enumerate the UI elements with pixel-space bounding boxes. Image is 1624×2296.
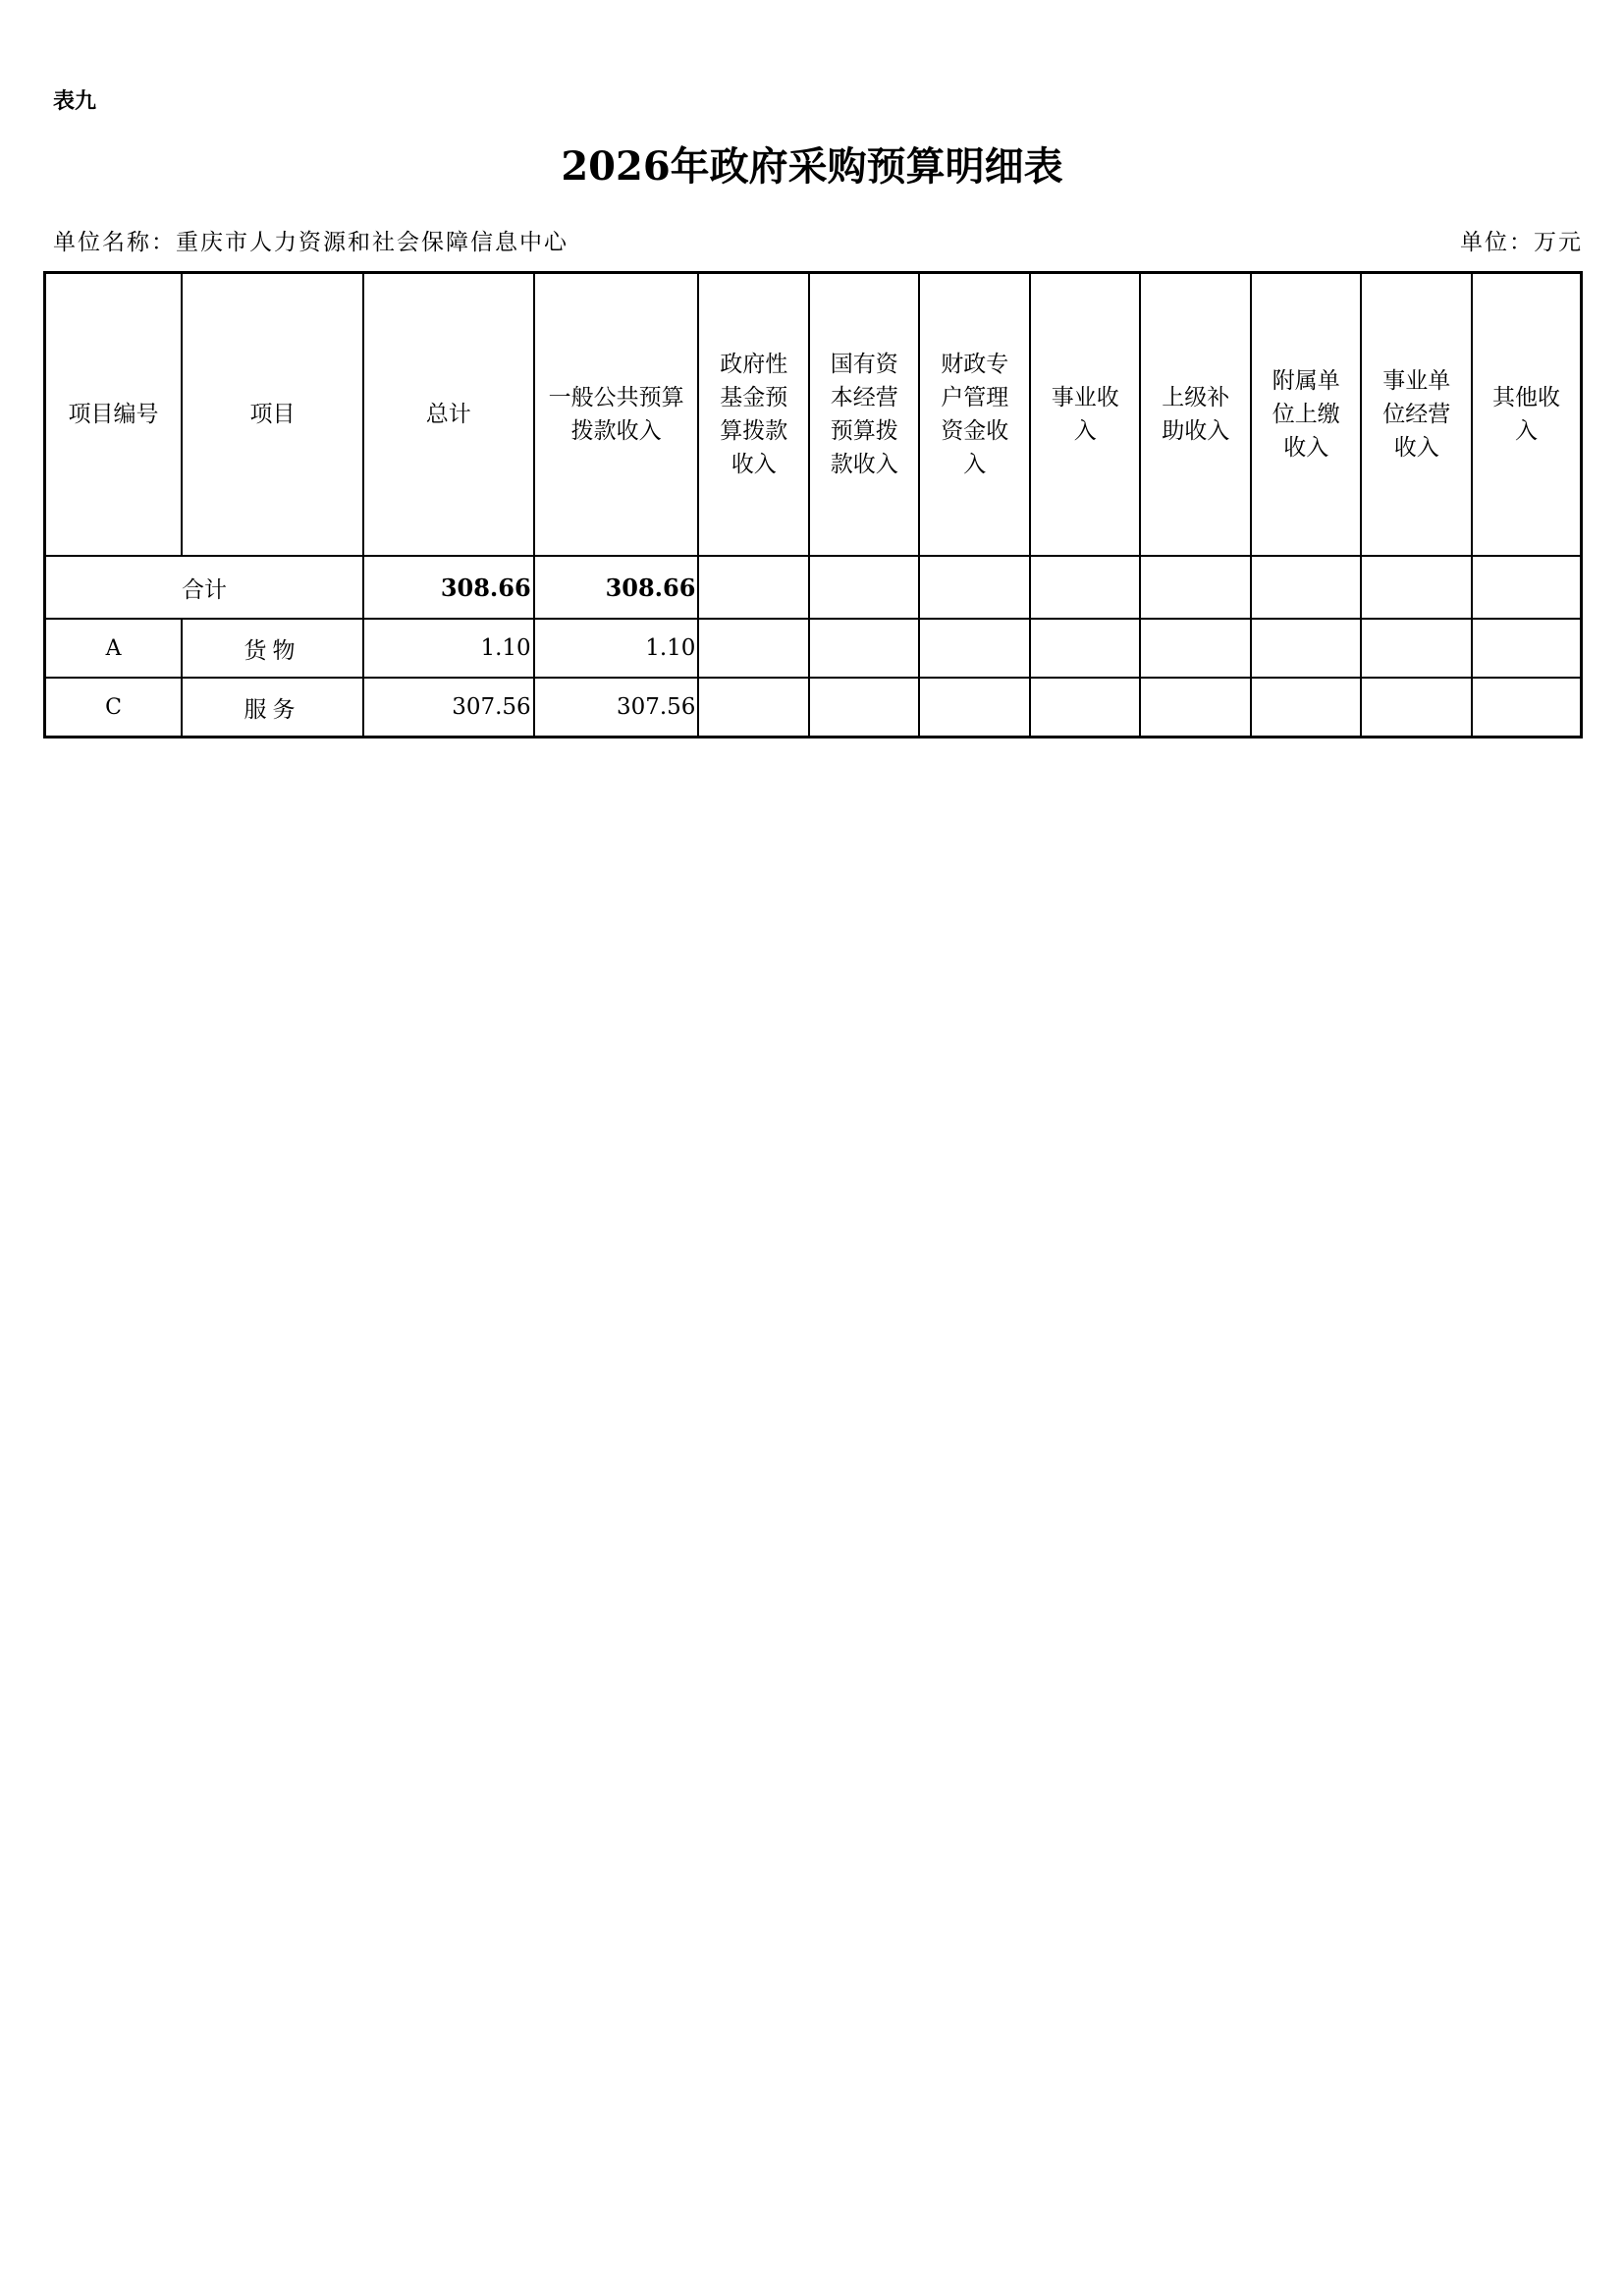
row-other-income — [1472, 619, 1582, 678]
header-item-code: 项目编号 — [45, 273, 183, 557]
total-cell-gov-fund — [698, 556, 809, 619]
total-cell-business-operation — [1361, 556, 1472, 619]
unit-name: 单位名称：重庆市人力资源和社会保障信息中心 — [53, 230, 568, 255]
header-business-income: 事业收入 — [1030, 273, 1141, 557]
row-special-account — [919, 678, 1030, 738]
total-cell-superior-subsidy — [1140, 556, 1251, 619]
row-item: 服务 — [182, 678, 363, 738]
row-business-operation — [1361, 678, 1472, 738]
row-item: 货物 — [182, 619, 363, 678]
row-gov-fund — [698, 619, 809, 678]
header-other-income: 其他收入 — [1472, 273, 1582, 557]
header-state-capital: 国有资本经营预算拨款收入 — [809, 273, 920, 557]
total-cell-state-capital — [809, 556, 920, 619]
table-total-row — [45, 556, 1582, 619]
total-cell-general-budget: 308.66 — [534, 556, 699, 619]
row-gov-fund — [698, 678, 809, 738]
total-cell-special-account — [919, 556, 1030, 619]
row-affiliated-payment — [1251, 619, 1362, 678]
procurement-budget-table — [43, 271, 1583, 738]
row-other-income — [1472, 678, 1582, 738]
row-business-income — [1030, 678, 1141, 738]
row-special-account — [919, 619, 1030, 678]
header-special-account: 财政专户管理资金收入 — [919, 273, 1030, 557]
row-superior-subsidy — [1140, 619, 1251, 678]
row-code: A — [45, 619, 183, 678]
row-business-operation — [1361, 619, 1472, 678]
document-title: 2026年政府采购预算明细表 — [561, 143, 1063, 190]
total-cell-other-income — [1472, 556, 1582, 619]
header-item: 项目 — [182, 273, 363, 557]
table-row — [45, 678, 1582, 738]
row-state-capital — [809, 619, 920, 678]
row-general-budget: 307.56 — [534, 678, 699, 738]
row-affiliated-payment — [1251, 678, 1362, 738]
header-affiliated-payment: 附属单位上缴收入 — [1251, 273, 1362, 557]
header-total: 总计 — [363, 273, 534, 557]
table-row — [45, 619, 1582, 678]
unit-of-measure: 单位：万元 — [1460, 230, 1583, 255]
row-code: C — [45, 678, 183, 738]
row-superior-subsidy — [1140, 678, 1251, 738]
table-header-row — [45, 273, 1582, 557]
header-gov-fund: 政府性基金预算拨款收入 — [698, 273, 809, 557]
total-cell-total: 308.66 — [363, 556, 534, 619]
row-total: 307.56 — [363, 678, 534, 738]
header-general-budget: 一般公共预算拨款收入 — [534, 273, 699, 557]
total-cell-affiliated-payment — [1251, 556, 1362, 619]
row-state-capital — [809, 678, 920, 738]
row-general-budget: 1.10 — [534, 619, 699, 678]
row-business-income — [1030, 619, 1141, 678]
header-superior-subsidy: 上级补助收入 — [1140, 273, 1251, 557]
total-label: 合计 — [45, 556, 363, 619]
row-total: 1.10 — [363, 619, 534, 678]
header-business-operation: 事业单位经营收入 — [1361, 273, 1472, 557]
total-cell-business-income — [1030, 556, 1141, 619]
table-number-label: 表九 — [53, 89, 97, 114]
